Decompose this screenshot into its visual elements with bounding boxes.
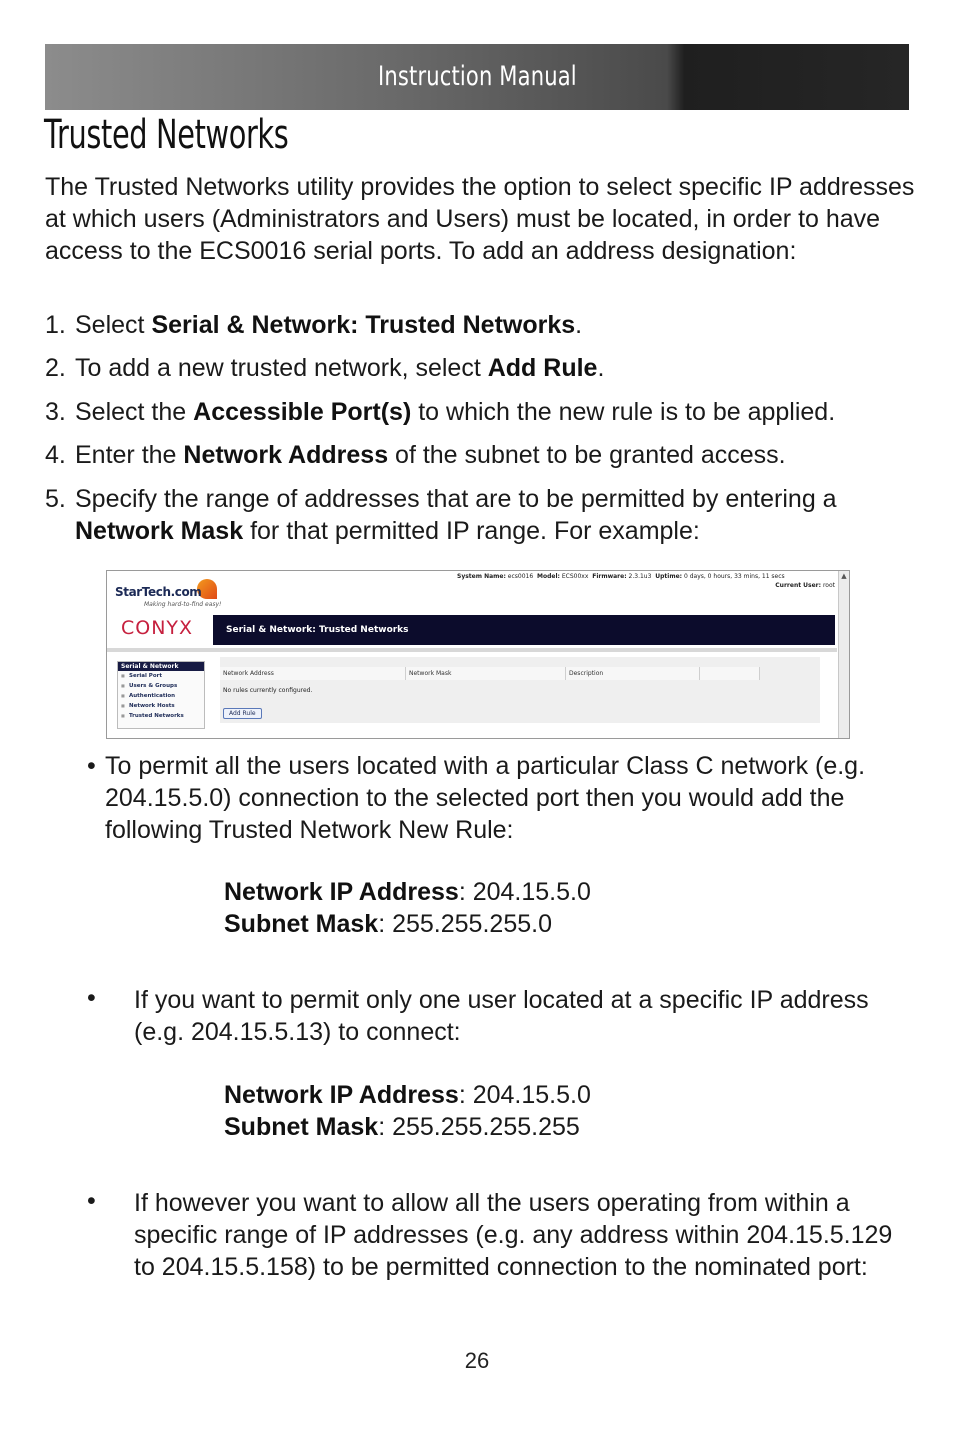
bullet-single-user: If you want to permit only one user located at a specific IP address (e.g. 204.15.5.13) to connect: (134, 986, 869, 1046)
step-number: 2. (45, 354, 66, 382)
bullet-icon: • (87, 752, 96, 780)
step-bold: Add Rule (487, 354, 598, 382)
example-1-ip (224, 876, 824, 908)
sidebar-item-network-hosts[interactable]: ■ Network Hosts (118, 701, 204, 711)
mask-label: Subnet Mask (224, 1113, 379, 1141)
example-2-mask (224, 1111, 824, 1143)
column-blank (700, 667, 760, 680)
current-user-label: Current User: (775, 582, 822, 589)
ip-value: : 204.15.5.0 (458, 1081, 591, 1109)
step-number: 3. (45, 398, 66, 426)
page-title: Trusted Networks (44, 112, 289, 158)
column-network-mask: Network Mask (406, 667, 566, 680)
banner-title: Instruction Manual (377, 60, 577, 92)
step-5-continued (45, 515, 925, 547)
firmware-label: Firmware: (592, 573, 627, 580)
add-rule-button[interactable]: Add Rule (223, 708, 262, 719)
ip-label: Network IP Address (224, 878, 459, 906)
firmware: 2.3.1u3 (628, 573, 652, 580)
mask-label: Subnet Mask (224, 910, 379, 938)
step-number: 1. (45, 311, 66, 339)
step-text-end: to which the new rule is to be applied. (411, 398, 836, 426)
step-4 (45, 439, 925, 471)
ip-value: : 204.15.5.0 (458, 878, 591, 906)
bullet-ip-range: If however you want to allow all the users operating from within a specific range of IP addresses (e.g. any address within 204.15.5.129 to 204.15.5.158) to be permitted connection to the nominated port: (134, 1189, 893, 1281)
startech-tagline: Making hard-to-find easy! (144, 601, 222, 608)
bullet-text: To permit all the users located with a particular Class C network (e.g. 204.15.5.0) connection to the selected port then you would add the following Trusted Network New Rule: (105, 752, 866, 844)
sidebar-header: Serial & Network (118, 662, 204, 671)
step-text-end: for that permitted IP range. For example: (243, 517, 700, 545)
sys-name-label: System Name: (457, 573, 506, 580)
column-description: Description (566, 667, 700, 680)
step-2 (45, 352, 925, 384)
sidebar-item-trusted-networks[interactable]: ■ Trusted Networks (118, 711, 204, 721)
header-banner (45, 44, 909, 110)
bullet-class-c (87, 750, 917, 846)
step-text: Specify the range of addresses that are to be permitted by entering a (75, 485, 837, 513)
step-bold: Network Mask (75, 517, 244, 545)
model: ECS00xx (561, 573, 589, 580)
step-text: To add a new trusted network, select (75, 354, 488, 382)
bullet-icon: • (87, 1187, 96, 1215)
model-label: Model: (537, 573, 560, 580)
step-text: Enter the (75, 441, 184, 469)
nav-title-bar: Serial & Network: Trusted Networks (213, 615, 835, 645)
page-number: 26 (464, 1348, 490, 1373)
step-number: 5. (45, 485, 66, 513)
example-2-ip (224, 1079, 824, 1111)
uptime: 0 days, 0 hours, 33 mins, 11 secs (683, 573, 785, 580)
conyx-screenshot (106, 570, 850, 739)
step-5 (45, 483, 925, 547)
sys-name: ecs0016 (507, 573, 534, 580)
step-text-end: . (575, 311, 583, 339)
mask-value: : 255.255.255.0 (378, 910, 552, 938)
step-bold: Accessible Port(s) (193, 398, 412, 426)
sidebar-item-authentication[interactable]: ■ Authentication (118, 691, 204, 701)
system-info (457, 573, 785, 580)
conyx-logo: CONYX (121, 617, 194, 639)
step-text-end: . (597, 354, 605, 382)
example-1-mask (224, 908, 824, 940)
step-text-end: of the subnet to be granted access. (388, 441, 786, 469)
step-number: 4. (45, 441, 66, 469)
step-bold: Serial & Network: Trusted Networks (151, 311, 576, 339)
empty-message: No rules currently configured. (223, 687, 313, 694)
sidebar-item-users-groups[interactable]: ■ Users & Groups (118, 681, 204, 691)
column-network-address: Network Address (220, 667, 406, 680)
current-user (775, 582, 835, 589)
mask-value: : 255.255.255.255 (378, 1113, 580, 1141)
bullet-icon: • (87, 984, 96, 1012)
uptime-label: Uptime: (655, 573, 683, 580)
scrollbar[interactable] (838, 571, 849, 738)
sidebar-item-serial-port[interactable]: ■ Serial Port (118, 671, 204, 681)
divider (107, 648, 837, 652)
current-user-value: root (822, 582, 835, 589)
step-text: Select (75, 311, 152, 339)
ip-label: Network IP Address (224, 1081, 459, 1109)
step-text: Select the (75, 398, 194, 426)
step-1 (45, 309, 925, 341)
scroll-up-icon[interactable]: ▲ (841, 572, 847, 580)
sidebar-menu (117, 661, 205, 729)
startech-logo: StarTech.com (115, 585, 202, 599)
intro-paragraph: The Trusted Networks utility provides the option to select specific IP addresses at which users (Administrators and Users) must be located, in order to have access to the ECS0016 serial ports. To add an address designation: (45, 173, 915, 265)
step-3 (45, 396, 925, 428)
step-bold: Network Address (183, 441, 389, 469)
